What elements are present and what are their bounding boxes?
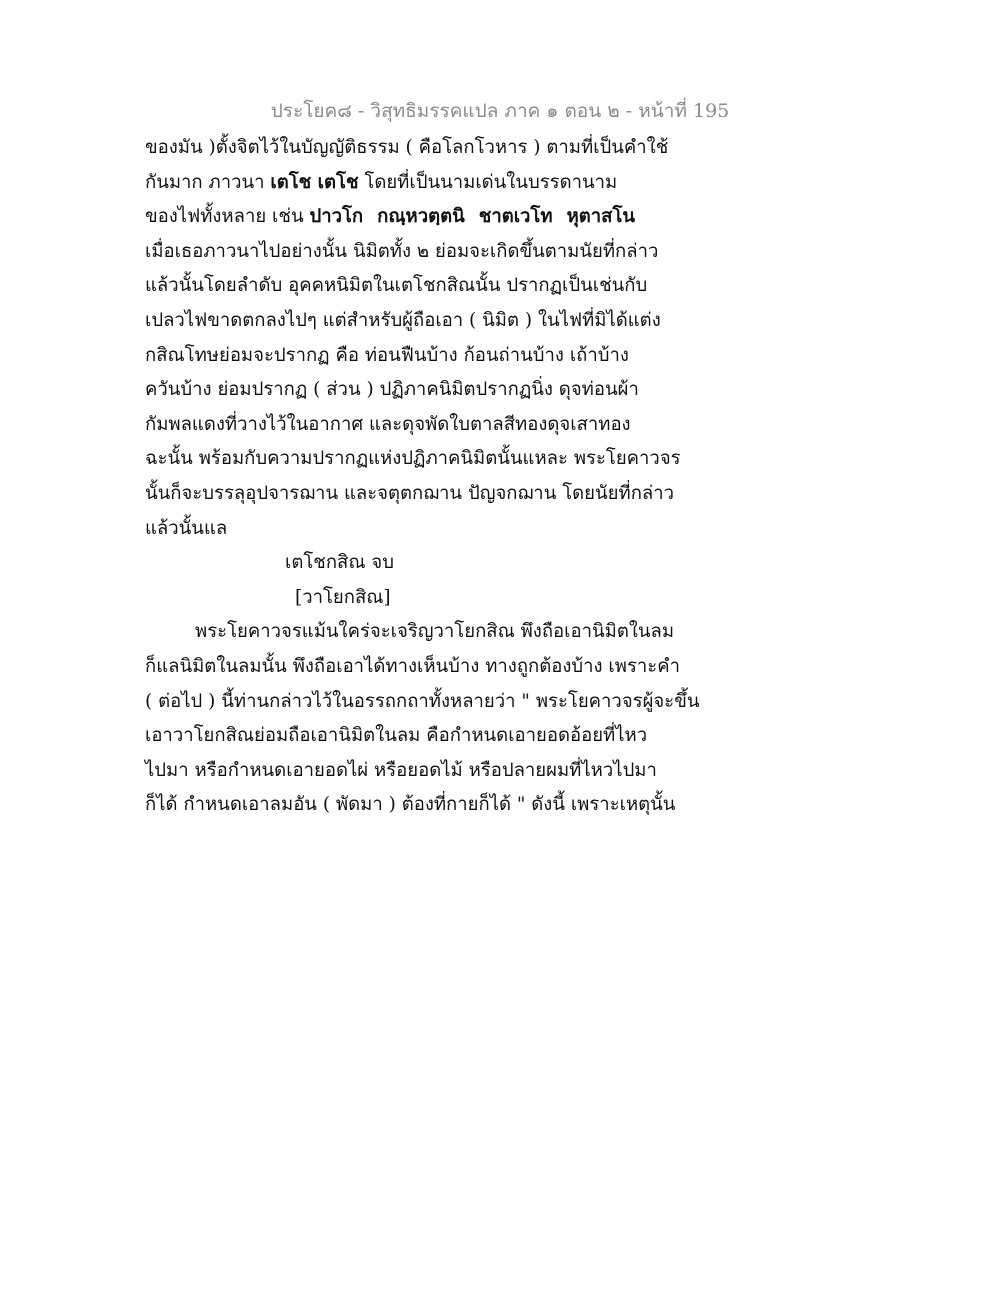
text-span: ของไฟทั้งหลาย เช่น	[145, 206, 310, 228]
bold-term: เตโช เตโช	[270, 171, 359, 193]
running-header: ประโยค๘ - วิสุทธิมรรคแปล ภาค ๑ ตอน ๒ - หน้าที่ 195	[270, 100, 730, 122]
text-line: ฉะนั้น พร้อมกับความปรากฏแห่งปฏิภาคนิมิตนั้นแหละ พระโยคาวจร	[145, 448, 681, 470]
text-line: เปลวไฟขาดตกลงไปๆ แต่สำหรับผู้ถือเอา ( นิมิต ) ในไฟที่มิได้แต่ง	[145, 309, 661, 331]
text-line: ( ต่อไป ) นี้ท่านกล่าวไว้ในอรรถกถาทั้งหลายว่า " พระโยคาวจรผู้จะขึ้น	[145, 690, 700, 712]
bold-term: หุตาสโน	[566, 206, 636, 228]
bold-term: ปาวโก	[309, 206, 364, 228]
text-line	[145, 166, 665, 201]
text-line: นั้นก็จะบรรลุอุปจารฌาน และจตุตกฌาน ปัญจกฌาน โดยนัยที่กล่าว	[145, 482, 675, 504]
text-line: ไปมา หรือกำหนดเอายอดไผ่ หรือยอดไม้ หรือปลายผมที่ไหวไปมา	[145, 759, 657, 781]
text-line: แล้วนั้นโดยลำดับ อุคคหนิมิตในเตโชกสิณนั้น ปรากฏเป็นเช่นกับ	[145, 275, 648, 297]
text-span: โดยที่เป็นนามเด่นในบรรดานาม	[358, 171, 618, 193]
text-line: แล้วนั้นแล	[145, 517, 228, 539]
text-line: กสิณโทษย่อมจะปรากฏ คือ ท่อนฟืนบ้าง ก้อนถ่านบ้าง เถ้าบ้าง	[145, 344, 629, 366]
section-end-title: เตโชกสิณ จบ	[285, 552, 394, 574]
bold-term: กณฺหวตฺตนิ	[377, 206, 465, 228]
text-line: ของมัน )ตั้งจิตไว้ในบัญญัติธรรม ( คือโลกโวหาร ) ตามที่เป็นคำใช้	[145, 137, 669, 158]
text-span: กันมาก ภาวนา	[145, 171, 271, 193]
text-line: ควันบ้าง ย่อมปรากฏ ( ส่วน ) ปฏิภาคนิมิตปรากฏนิ่ง ดุจท่อนผ้า	[145, 379, 639, 401]
bold-term: ชาตเวโท	[478, 206, 553, 228]
paragraph-first-line: พระโยคาวจรแม้นใคร่จะเจริญวาโยกสิณ พึงถือเอานิมิตในลม	[195, 621, 675, 643]
text-line: ก็แลนิมิตในลมนั้น พึงถือเอาได้ทางเห็นบ้าง ทางถูกต้องบ้าง เพราะคำ	[145, 655, 680, 677]
text-line: เอาวาโยกสิณย่อมถือเอานิมิตในลม คือกำหนดเอายอดอ้อยที่ไหว	[145, 725, 648, 747]
text-line: เมื่อเธอภาวนาไปอย่างนั้น นิมิตทั้ง ๒ ย่อมจะเกิดขึ้นตามนัยที่กล่าว	[145, 240, 659, 262]
text-line	[145, 200, 665, 235]
section-heading: [วาโยกสิณ]	[295, 586, 391, 608]
text-line: กัมพลแดงที่วางไว้ในอากาศ และดุจพัดใบตาลสีทองดุจเสาทอง	[145, 413, 631, 435]
body-text	[145, 131, 700, 823]
text-line: ก็ได้ กำหนดเอาลมอัน ( พัดมา ) ต้องที่กายก็ได้ " ดังนี้ เพราะเหตุนั้น	[145, 794, 676, 816]
